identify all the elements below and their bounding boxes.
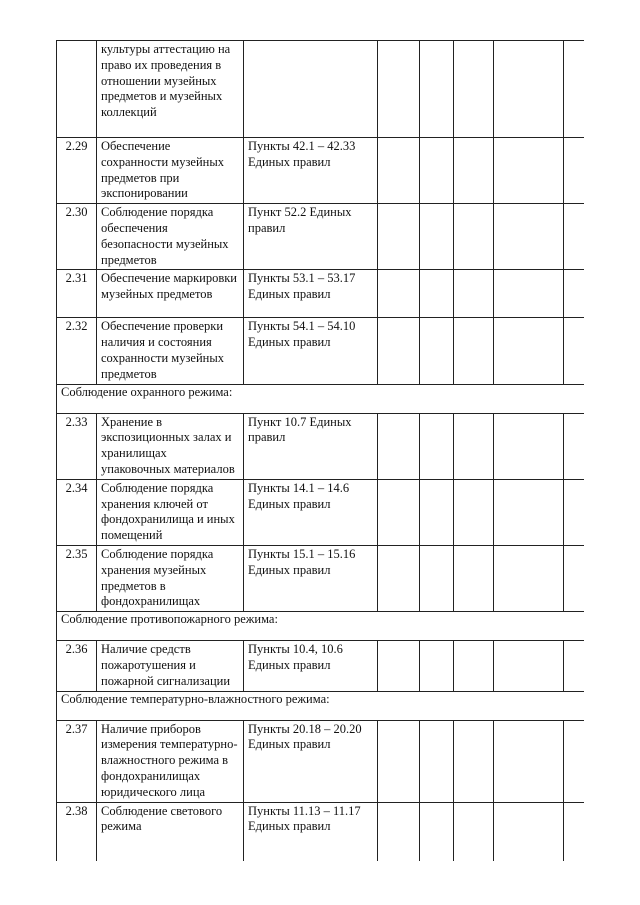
table-row	[57, 413, 585, 479]
empty-cell	[420, 138, 454, 204]
requirement-text: Обеспечение сохранности музейных предметов при экспонировании	[97, 138, 244, 204]
requirement-text: культуры аттестацию на право их проведения в отношении музейных предметов и музейных коллекций	[97, 41, 244, 138]
regulation-reference: Пункт 10.7 Единых правил	[244, 413, 378, 479]
empty-cell	[420, 270, 454, 318]
empty-cell	[564, 641, 585, 691]
requirement-text: Наличие приборов измерения температурно-влажностного режима в фондохранилищах юридического лица	[97, 720, 244, 802]
empty-cell	[494, 204, 564, 270]
requirement-text: Обеспечение проверки наличия и состояния сохранности музейных предметов	[97, 318, 244, 384]
empty-cell	[454, 204, 494, 270]
table-row	[57, 270, 585, 318]
empty-cell	[564, 545, 585, 611]
section-heading: Соблюдение охранного режима:	[57, 384, 585, 413]
table-row	[57, 41, 585, 138]
table-body	[57, 41, 585, 862]
table-row	[57, 204, 585, 270]
section-heading: Соблюдение противопожарного режима:	[57, 612, 585, 641]
regulation-reference: Пункт 52.2 Единых правил	[244, 204, 378, 270]
empty-cell	[494, 720, 564, 802]
empty-cell	[564, 413, 585, 479]
regulation-reference: Пункты 20.18 – 20.20 Единых правил	[244, 720, 378, 802]
empty-cell	[564, 318, 585, 384]
empty-cell	[378, 204, 420, 270]
empty-cell	[454, 545, 494, 611]
empty-cell	[494, 802, 564, 861]
regulation-reference: Пункты 14.1 – 14.6 Единых правил	[244, 479, 378, 545]
regulation-reference: Пункты 53.1 – 53.17 Единых правил	[244, 270, 378, 318]
section-row	[57, 691, 585, 720]
table-row	[57, 802, 585, 861]
requirement-text: Наличие средств пожаротушения и пожарной сигнализации	[97, 641, 244, 691]
section-row	[57, 384, 585, 413]
empty-cell	[454, 318, 494, 384]
empty-cell	[494, 138, 564, 204]
row-number: 2.30	[57, 204, 97, 270]
section-row	[57, 612, 585, 641]
row-number: 2.34	[57, 479, 97, 545]
row-number: 2.33	[57, 413, 97, 479]
row-number: 2.29	[57, 138, 97, 204]
empty-cell	[378, 138, 420, 204]
table-row	[57, 545, 585, 611]
table-row	[57, 479, 585, 545]
empty-cell	[454, 720, 494, 802]
row-number: 2.32	[57, 318, 97, 384]
regulation-reference: Пункты 54.1 – 54.10 Единых правил	[244, 318, 378, 384]
empty-cell	[420, 413, 454, 479]
checklist-table	[56, 40, 584, 861]
requirement-text: Соблюдение порядка хранения музейных предметов в фондохранилищах	[97, 545, 244, 611]
section-heading: Соблюдение температурно-влажностного режима:	[57, 691, 585, 720]
row-number: 2.35	[57, 545, 97, 611]
empty-cell	[564, 270, 585, 318]
empty-cell	[494, 413, 564, 479]
empty-cell	[454, 413, 494, 479]
empty-cell	[420, 479, 454, 545]
empty-cell	[454, 41, 494, 138]
regulation-reference	[244, 41, 378, 138]
empty-cell	[494, 641, 564, 691]
empty-cell	[494, 545, 564, 611]
empty-cell	[494, 479, 564, 545]
empty-cell	[454, 641, 494, 691]
empty-cell	[454, 802, 494, 861]
row-number	[57, 41, 97, 138]
empty-cell	[378, 641, 420, 691]
table-row	[57, 318, 585, 384]
requirement-text: Соблюдение порядка хранения ключей от фондохранилища и иных помещений	[97, 479, 244, 545]
empty-cell	[378, 720, 420, 802]
empty-cell	[420, 545, 454, 611]
empty-cell	[420, 802, 454, 861]
empty-cell	[378, 318, 420, 384]
empty-cell	[494, 41, 564, 138]
requirement-text: Обеспечение маркировки музейных предметов	[97, 270, 244, 318]
empty-cell	[378, 413, 420, 479]
table-row	[57, 641, 585, 691]
empty-cell	[454, 270, 494, 318]
empty-cell	[378, 270, 420, 318]
row-number: 2.38	[57, 802, 97, 861]
document-page	[56, 40, 584, 861]
empty-cell	[564, 41, 585, 138]
empty-cell	[564, 138, 585, 204]
empty-cell	[454, 138, 494, 204]
requirement-text: Соблюдение порядка обеспечения безопасности музейных предметов	[97, 204, 244, 270]
empty-cell	[420, 318, 454, 384]
table-row	[57, 138, 585, 204]
regulation-reference: Пункты 11.13 – 11.17 Единых правил	[244, 802, 378, 861]
requirement-text: Соблюдение светового режима	[97, 802, 244, 861]
empty-cell	[564, 204, 585, 270]
row-number: 2.31	[57, 270, 97, 318]
regulation-reference: Пункты 42.1 – 42.33 Единых правил	[244, 138, 378, 204]
empty-cell	[420, 204, 454, 270]
empty-cell	[420, 720, 454, 802]
table-row	[57, 720, 585, 802]
empty-cell	[564, 802, 585, 861]
empty-cell	[454, 479, 494, 545]
empty-cell	[494, 270, 564, 318]
empty-cell	[378, 479, 420, 545]
row-number: 2.36	[57, 641, 97, 691]
regulation-reference: Пункты 15.1 – 15.16 Единых правил	[244, 545, 378, 611]
empty-cell	[494, 318, 564, 384]
empty-cell	[564, 720, 585, 802]
row-number: 2.37	[57, 720, 97, 802]
empty-cell	[420, 41, 454, 138]
empty-cell	[564, 479, 585, 545]
empty-cell	[378, 802, 420, 861]
empty-cell	[378, 41, 420, 138]
requirement-text: Хранение в экспозиционных залах и хранилищах упаковочных материалов	[97, 413, 244, 479]
empty-cell	[420, 641, 454, 691]
empty-cell	[378, 545, 420, 611]
regulation-reference: Пункты 10.4, 10.6 Единых правил	[244, 641, 378, 691]
